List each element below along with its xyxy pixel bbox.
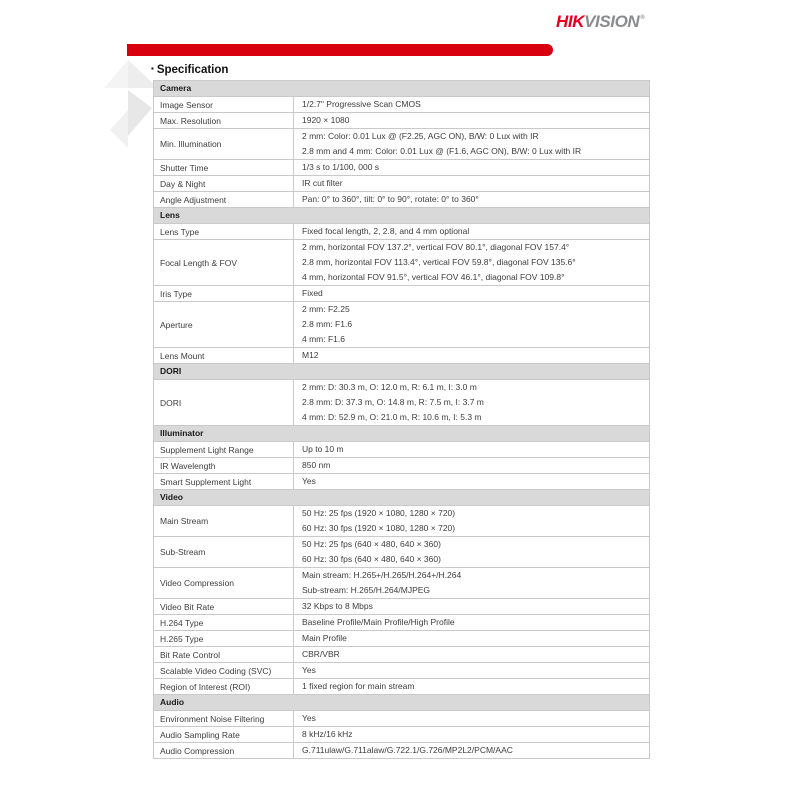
spec-label: Smart Supplement Light xyxy=(154,474,294,489)
table-row xyxy=(154,615,649,631)
square-bullet-icon: ▪ xyxy=(151,64,154,73)
spec-value xyxy=(294,615,649,630)
spec-value-line: 2.8 mm: F1.6 xyxy=(302,319,353,329)
spec-value-line: 2 mm: Color: 0.01 Lux @ (F2.25, AGC ON), B/W: 0 Lux with IR xyxy=(302,131,539,141)
spec-value xyxy=(294,240,649,285)
spec-value-line: 50 Hz: 25 fps (640 × 480, 640 × 360) xyxy=(302,539,441,549)
section-header: Video xyxy=(154,490,649,506)
section-header: Illuminator xyxy=(154,426,649,442)
table-row xyxy=(154,286,649,302)
table-row xyxy=(154,442,649,458)
spec-value-line: Main stream: H.265+/H.265/H.264+/H.264 xyxy=(302,570,462,580)
spec-label: IR Wavelength xyxy=(154,458,294,473)
spec-value-line: Fixed xyxy=(302,288,323,298)
spec-label: Region of Interest (ROI) xyxy=(154,679,294,694)
spec-label: H.264 Type xyxy=(154,615,294,630)
spec-value xyxy=(294,176,649,191)
spec-value xyxy=(294,647,649,662)
table-row xyxy=(154,240,649,286)
table-row xyxy=(154,458,649,474)
spec-value-line: 1/3 s to 1/100, 000 s xyxy=(302,162,380,172)
spec-value-line: Yes xyxy=(302,476,316,486)
spec-value xyxy=(294,380,649,425)
spec-label: Image Sensor xyxy=(154,97,294,112)
spec-label: Shutter Time xyxy=(154,160,294,175)
spec-value xyxy=(294,286,649,301)
spec-label: Bit Rate Control xyxy=(154,647,294,662)
spec-value xyxy=(294,537,649,567)
spec-value-line: 1920 × 1080 xyxy=(302,115,350,125)
registered-trademark-icon: ® xyxy=(640,15,645,21)
spec-value-line: 8 kHz/16 kHz xyxy=(302,729,353,739)
spec-value-line: 2 mm: D: 30.3 m, O: 12.0 m, R: 6.1 m, I: 3.0 m xyxy=(302,382,477,392)
table-row xyxy=(154,302,649,348)
spec-value xyxy=(294,302,649,347)
spec-label: Sub-Stream xyxy=(154,537,294,567)
spec-label: Aperture xyxy=(154,302,294,347)
spec-label: Focal Length & FOV xyxy=(154,240,294,285)
table-row xyxy=(154,537,649,568)
spec-value xyxy=(294,442,649,457)
spec-label: Video Bit Rate xyxy=(154,599,294,614)
table-row xyxy=(154,647,649,663)
spec-value-line: G.711ulaw/G.711alaw/G.722.1/G.726/MP2L2/PCM/AAC xyxy=(302,745,513,755)
spec-value xyxy=(294,348,649,363)
spec-label: Main Stream xyxy=(154,506,294,536)
spec-value-line: Pan: 0° to 360°, tilt: 0° to 90°, rotate: 0° to 360° xyxy=(302,194,479,204)
spec-value-line: 60 Hz: 30 fps (1920 × 1080, 1280 × 720) xyxy=(302,523,456,533)
section-header: Lens xyxy=(154,208,649,224)
spec-value xyxy=(294,97,649,112)
spec-heading xyxy=(151,61,228,78)
table-row xyxy=(154,160,649,176)
spec-value-line: Baseline Profile/Main Profile/High Profile xyxy=(302,617,455,627)
table-row xyxy=(154,711,649,727)
spec-label: Audio Compression xyxy=(154,743,294,758)
table-row xyxy=(154,348,649,364)
spec-value-line: 4 mm: F1.6 xyxy=(302,334,345,344)
table-row xyxy=(154,113,649,129)
spec-value-line: Main Profile xyxy=(302,633,347,643)
spec-label: Lens Mount xyxy=(154,348,294,363)
spec-value-line: 32 Kbps to 8 Mbps xyxy=(302,601,373,611)
spec-value xyxy=(294,474,649,489)
red-divider-bar xyxy=(127,44,553,56)
table-row xyxy=(154,129,649,160)
spec-value xyxy=(294,663,649,678)
spec-table xyxy=(153,80,650,759)
spec-value-line: 50 Hz: 25 fps (1920 × 1080, 1280 × 720) xyxy=(302,508,456,518)
spec-value-line: M12 xyxy=(302,350,319,360)
spec-label: Max. Resolution xyxy=(154,113,294,128)
spec-value-line: Up to 10 m xyxy=(302,444,344,454)
table-row xyxy=(154,743,649,758)
spec-label: Angle Adjustment xyxy=(154,192,294,207)
section-header: DORI xyxy=(154,364,649,380)
table-row xyxy=(154,380,649,426)
spec-value xyxy=(294,224,649,239)
spec-value xyxy=(294,679,649,694)
table-row xyxy=(154,224,649,240)
table-row xyxy=(154,192,649,208)
spec-label: H.265 Type xyxy=(154,631,294,646)
table-row xyxy=(154,631,649,647)
spec-value-line: Yes xyxy=(302,665,316,675)
section-header: Camera xyxy=(154,81,649,97)
spec-value xyxy=(294,113,649,128)
spec-value xyxy=(294,458,649,473)
spec-value-line: 60 Hz: 30 fps (640 × 480, 640 × 360) xyxy=(302,554,441,564)
hikvision-logo xyxy=(556,8,644,32)
table-row xyxy=(154,599,649,615)
table-row xyxy=(154,727,649,743)
spec-value xyxy=(294,711,649,726)
spec-value-line: 4 mm, horizontal FOV 91.5°, vertical FOV 46.1°, diagonal FOV 109.8° xyxy=(302,272,565,282)
spec-value xyxy=(294,743,649,758)
spec-value-line: Yes xyxy=(302,713,316,723)
spec-value xyxy=(294,727,649,742)
table-row xyxy=(154,474,649,490)
spec-label: Audio Sampling Rate xyxy=(154,727,294,742)
spec-value-line: Sub-stream: H.265/H.264/MJPEG xyxy=(302,585,431,595)
section-header: Audio xyxy=(154,695,649,711)
spec-value-line: 2.8 mm: D: 37.3 m, O: 14.8 m, R: 7.5 m, I: 3.7 m xyxy=(302,397,484,407)
spec-value xyxy=(294,129,649,159)
spec-value-line: Fixed focal length, 2, 2.8, and 4 mm optional xyxy=(302,226,470,236)
spec-value xyxy=(294,631,649,646)
table-row xyxy=(154,176,649,192)
spec-value xyxy=(294,160,649,175)
spec-value-line: IR cut filter xyxy=(302,178,343,188)
spec-value-line: 2.8 mm, horizontal FOV 113.4°, vertical FOV 59.8°, diagonal FOV 135.6° xyxy=(302,257,576,267)
logo-vision-text: VISION xyxy=(584,12,640,31)
table-row xyxy=(154,663,649,679)
spec-label: Lens Type xyxy=(154,224,294,239)
spec-value-line: 1/2.7" Progressive Scan CMOS xyxy=(302,99,421,109)
spec-value-line: 1 fixed region for main stream xyxy=(302,681,415,691)
logo-hik-text: HIK xyxy=(556,12,585,31)
spec-label: Iris Type xyxy=(154,286,294,301)
spec-label: Min. Illumination xyxy=(154,129,294,159)
spec-label: Scalable Video Coding (SVC) xyxy=(154,663,294,678)
spec-label: Day & Night xyxy=(154,176,294,191)
spec-value xyxy=(294,568,649,598)
spec-heading-title: Specification xyxy=(156,64,229,76)
spec-label: Environment Noise Filtering xyxy=(154,711,294,726)
spec-label: DORI xyxy=(154,380,294,425)
spec-value-line: 850 nm xyxy=(302,460,331,470)
spec-value-line: 4 mm: D: 52.9 m, O: 21.0 m, R: 10.6 m, I: 5.3 m xyxy=(302,412,482,422)
table-row xyxy=(154,679,649,695)
spec-value-line: 2 mm: F2.25 xyxy=(302,304,350,314)
spec-value-line: 2.8 mm and 4 mm: Color: 0.01 Lux @ (F1.6, AGC ON), B/W: 0 Lux with IR xyxy=(302,146,582,156)
spec-value xyxy=(294,599,649,614)
spec-label: Video Compression xyxy=(154,568,294,598)
spec-value xyxy=(294,506,649,536)
table-row xyxy=(154,97,649,113)
spec-value-line: 2 mm, horizontal FOV 137.2°, vertical FOV 80.1°, diagonal FOV 157.4° xyxy=(302,242,570,252)
table-row xyxy=(154,568,649,599)
table-row xyxy=(154,506,649,537)
spec-value xyxy=(294,192,649,207)
spec-value-line: CBR/VBR xyxy=(302,649,340,659)
spec-label: Supplement Light Range xyxy=(154,442,294,457)
